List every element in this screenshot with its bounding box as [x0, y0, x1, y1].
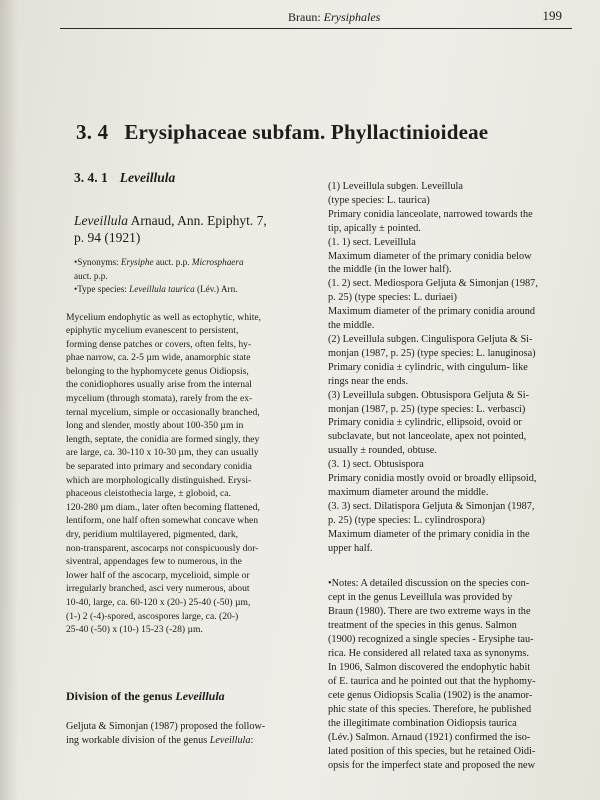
- key-line: tip, apically ± pointed.: [328, 222, 421, 234]
- division-heading: Division of the genus Leveillula: [66, 688, 225, 703]
- chapter-title-text: Erysiphaceae subfam. Phyllactinioideae: [124, 120, 489, 144]
- key-line: Maximum diameter of the primary conidia in the: [328, 528, 530, 540]
- key-line: Maximum diameter of the primary conidia around: [328, 306, 536, 318]
- key-line: p. 25) (type species: L. duriaei): [328, 292, 457, 304]
- key-line: Primary conidia lanceolate, narrowed towards the: [328, 208, 533, 220]
- key-line: (type species: L. taurica): [328, 194, 430, 206]
- running-head-title: Braun: Erysiphales: [288, 10, 381, 24]
- key-line: rings near the ends.: [328, 375, 409, 387]
- spine-shadow: [0, 0, 18, 800]
- page-number: 199: [542, 8, 562, 23]
- division-key: [328, 180, 586, 555]
- key-line: (3) Leveillula subgen. Obtusispora Geljuta & Si-: [328, 389, 530, 401]
- synonyms-block: [74, 256, 314, 297]
- chapter-title: [76, 120, 488, 145]
- division-intro: Geljuta & Simonjan (1987) proposed the follow- ing workable division of the genus Leveillula:: [66, 720, 266, 746]
- left-column: [60, 170, 318, 748]
- key-line: subclavate, but not lanceolate, apex not pointed,: [328, 431, 527, 443]
- key-line: monjan (1987, p. 25) (type species: L. lanuginosa): [328, 347, 536, 359]
- key-line: (1) Leveillula subgen. Leveillula: [328, 181, 463, 192]
- genus-description: Mycelium endophytic as well as ectophytic, white, epiphytic mycelium evanescent to persistent, forming dense patches or covers, often felts, hy- phae narrow, ca. 2-5 µm wide, anamorphic state belonging to the hyphomycete genus Oidiopsis, the conidiophores usually arise from the internal mycelium (through stomata), rarely from the ex- ternal mycelium, simple or occasionally branched, long and slender, mostly about 100-350 µm in length, septate, the conidia are formed singly, they are large, ca. 30-110 x 10-30 µm, they can usually be separated into primary and secondary conidia which are morphologically distinguished. Erysi- phaceous cleistothecia large, ± globoid, ca. 120-280 µm diam., later often becoming flattened, lentiform, one half often somewhat concave when dry, peridium multilayered, pigmented, dark, non-transparent, ascocarps not conspicuously dor- siventral, appendages few to numerous, in the lower half of the ascocarp, mycelioid, simple or irregularly branched, asci very numerous, about 10-40, large, ca. 60-120 x (20-) 25-40 (-50) µm, (1-) 2 (-4)-spored, ascospores large, ca. (20-) 25-40 (-50) x (10-) 15-23 (-28) µm.: [66, 311, 262, 636]
- key-line: p. 25) (type species: L. cylindrospora): [328, 514, 485, 526]
- genus-heading: Leveillula Arnaud, Ann. Epiphyt. 7, p. 94 (1921): [74, 213, 267, 245]
- key-line: the middle.: [328, 320, 375, 332]
- synonyms-line: •Synonyms: Erysiphe auct. p.p. Microsphaera auct. p.p.: [74, 257, 244, 281]
- notes-paragraph: •Notes: A detailed discussion on the species con- cept in the genus Leveillula was provided by Braun (1980). There are two extreme ways in the treatment of the species in this genus. Salmon (1900) recognized a single species - Erysiphe tau- rica. He considered all related taxa as synonyms. In 1906, Salmon discovered the endophytic habit of E. taurica and he pointed out that the hyphomy- cete genus Oidiopsis Scalia (1902) is the anamor- phic state of this species. Therefore, he published the illegitimate combination Oidiopsis taurica (Lév.) Salmon. Arnaud (1921) confirmed the iso- lated position of this species, but he retained Oidi- opsis for the imperfect state and proposed the new: [328, 578, 536, 772]
- key-line: upper half.: [328, 542, 373, 554]
- key-line: (2) Leveillula subgen. Cingulispora Geljuta & Si-: [328, 333, 533, 345]
- key-line: usually ± rounded, obtuse.: [328, 445, 437, 457]
- running-head: [60, 8, 572, 29]
- right-column: [328, 180, 586, 773]
- key-line: (1. 1) sect. Leveillula: [328, 236, 416, 248]
- key-line: (1. 2) sect. Mediospora Geljuta & Simonjan (1987,: [328, 278, 538, 290]
- key-line: the middle (in the lower half).: [328, 264, 452, 276]
- section-heading: 3. 4. 1 Leveillula: [74, 170, 176, 185]
- key-line: monjan (1987, p. 25) (type species: L. verbasci): [328, 403, 526, 415]
- key-line: Primary conidia mostly ovoid or broadly ellipsoid,: [328, 473, 537, 485]
- key-line: Primary conidia ± cylindric, with cingulum- like: [328, 361, 528, 373]
- type-species-line: •Type species: Leveillula taurica (Lév.) Arn.: [74, 284, 238, 294]
- key-line: Primary conidia ± cylindric, ellipsoid, ovoid or: [328, 417, 522, 429]
- key-line: (3. 1) sect. Obtusispora: [328, 459, 424, 471]
- chapter-number: 3. 4: [76, 120, 109, 144]
- key-line: maximum diameter around the middle.: [328, 486, 489, 498]
- key-line: Maximum diameter of the primary conidia below: [328, 250, 532, 262]
- key-line: (3. 3) sect. Dilatispora Geljuta & Simonjan (1987,: [328, 500, 535, 512]
